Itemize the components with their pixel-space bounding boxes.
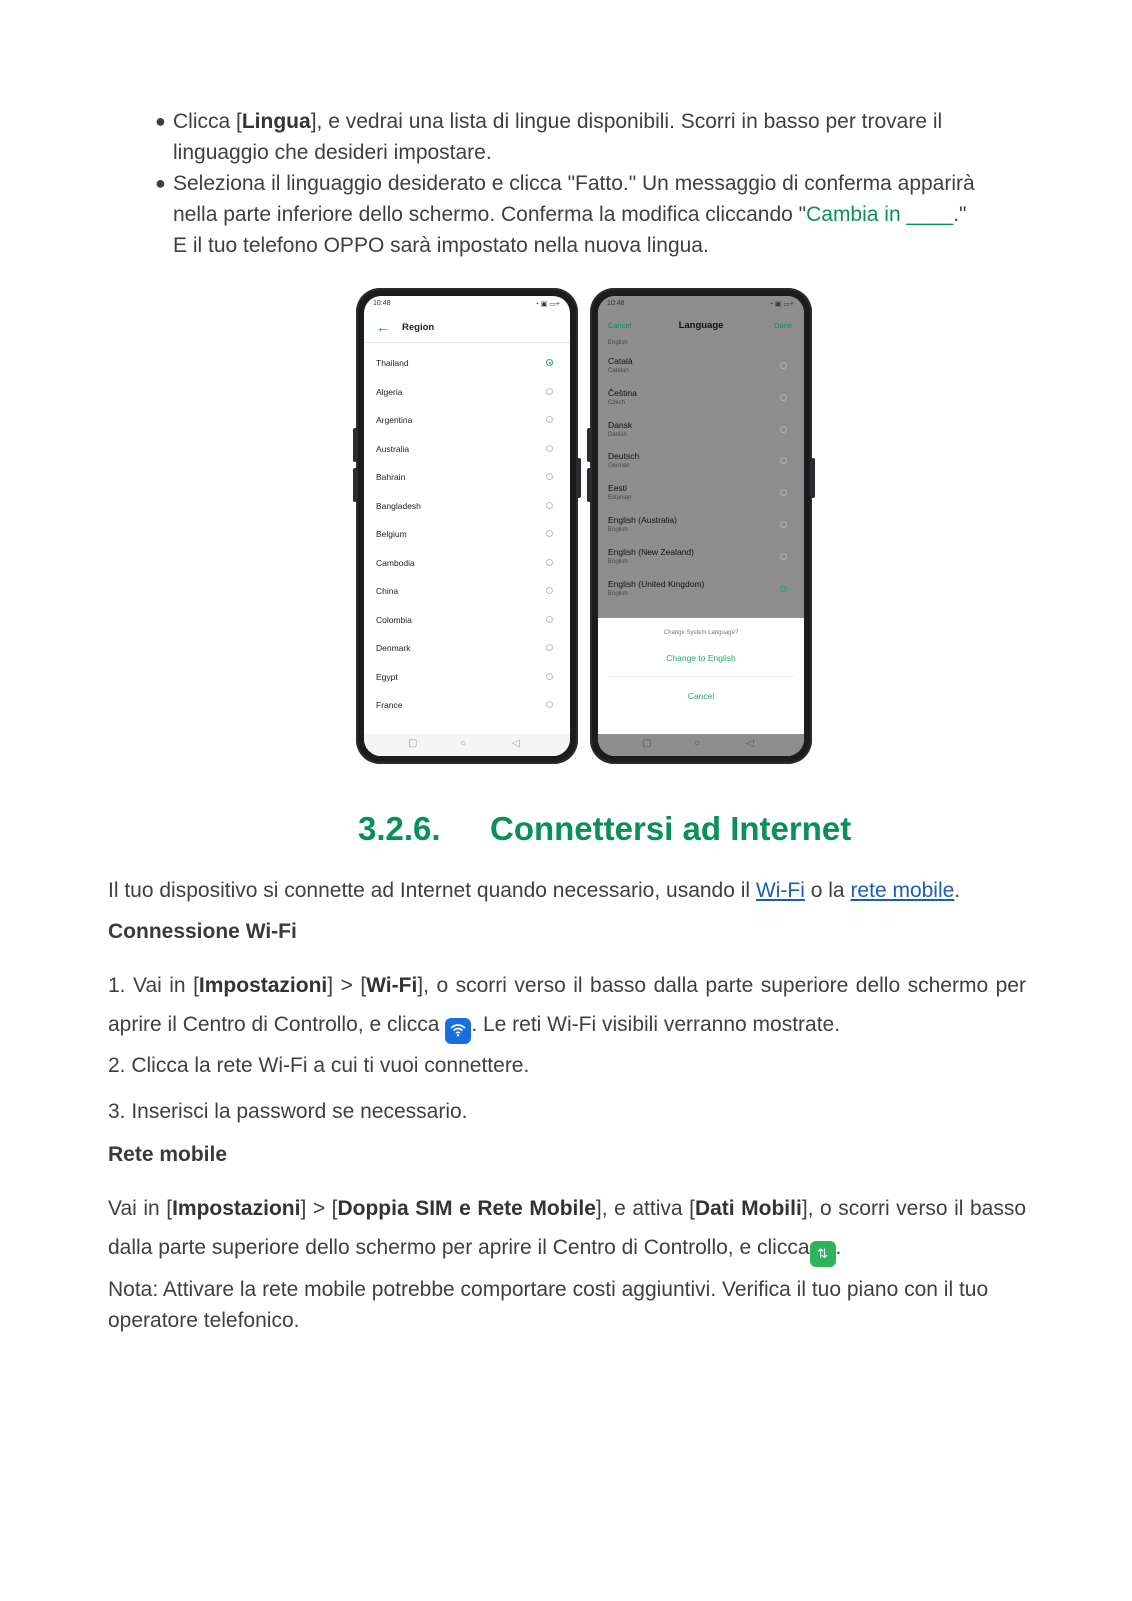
language-sub: Catalan <box>608 368 629 374</box>
language-sub: English <box>608 527 628 533</box>
sheet-question: Change System Language? <box>663 630 739 636</box>
language-title: Language <box>678 320 724 331</box>
region-label: China <box>376 586 399 596</box>
language-name: Dansk <box>608 419 633 430</box>
radio-button[interactable] <box>546 359 553 366</box>
change-to-english-button[interactable]: Change to English <box>666 653 736 663</box>
mobile-data-icon: ⇅ <box>810 1241 836 1267</box>
region-row[interactable] <box>364 379 570 407</box>
radio-button[interactable] <box>780 362 787 369</box>
wifi-heading: Connessione Wi-Fi <box>108 920 297 943</box>
region-label: Thailand <box>376 358 409 368</box>
region-row[interactable] <box>364 635 570 663</box>
intro-paragraph: Il tuo dispositivo si connette ad Internet quando necessario, usando il Wi-Fi o la rete mobile. <box>108 879 961 902</box>
region-label: Algeria <box>376 386 403 397</box>
radio-button[interactable] <box>546 701 553 708</box>
language-row[interactable] <box>598 418 804 450</box>
radio-button[interactable] <box>546 559 553 566</box>
bullet-dot: ● <box>155 111 166 131</box>
sheet-cancel-button[interactable]: Cancel <box>687 691 715 701</box>
radio-button[interactable] <box>546 530 553 537</box>
language-header <box>598 316 804 338</box>
language-sub: English <box>608 590 628 597</box>
radio-button[interactable] <box>780 521 787 528</box>
radio-button[interactable] <box>546 445 553 452</box>
region-label: Denmark <box>376 643 411 653</box>
region-label: France <box>376 700 403 710</box>
wifi-link[interactable]: Wi-Fi <box>755 879 805 902</box>
language-sub: Czech <box>608 399 626 406</box>
radio-button[interactable] <box>780 457 787 464</box>
region-label: Bahrain <box>376 472 406 482</box>
section-title: Connettersi ad Internet <box>490 810 852 847</box>
region-label: Bangladesh <box>376 500 421 511</box>
language-name: English (Australia) <box>608 515 677 525</box>
cancel-button[interactable]: Cancel <box>608 321 632 330</box>
language-screen <box>598 296 804 756</box>
home-icon[interactable]: ○ <box>460 738 467 749</box>
region-header <box>364 316 570 343</box>
mobile-heading: Rete mobile <box>108 1143 228 1166</box>
region-screen <box>364 296 570 756</box>
language-name: English (United Kingdom) <box>608 578 705 589</box>
region-row[interactable] <box>364 692 570 720</box>
region-label: Australia <box>376 443 410 454</box>
wifi-step-2: 2. Clicca la rete Wi-Fi a cui ti vuoi connettere. <box>108 1054 530 1077</box>
bullet-dot: ● <box>155 173 166 193</box>
phone-language-screenshot <box>590 288 812 764</box>
region-label: Egypt <box>376 671 398 682</box>
radio-button[interactable] <box>546 587 553 594</box>
radio-button[interactable] <box>546 416 553 423</box>
region-title: Region <box>402 322 435 333</box>
radio-button[interactable] <box>780 553 787 560</box>
region-row[interactable] <box>364 607 570 635</box>
recent-apps-icon[interactable]: ▢ <box>408 738 418 749</box>
radio-button[interactable] <box>780 394 787 401</box>
section-number: 3.2.6. <box>358 810 441 847</box>
radio-button[interactable] <box>780 489 787 496</box>
section-heading <box>0 810 1132 854</box>
region-row[interactable] <box>364 664 570 692</box>
wifi-step-3: 3. Inserisci la password se necessario. <box>108 1100 468 1123</box>
radio-button[interactable] <box>780 585 787 592</box>
region-row[interactable] <box>364 550 570 578</box>
region-row[interactable] <box>364 436 570 464</box>
region-row[interactable] <box>364 493 570 521</box>
radio-button[interactable] <box>546 616 553 623</box>
region-row[interactable] <box>364 521 570 549</box>
region-row[interactable] <box>364 464 570 492</box>
language-row[interactable] <box>598 386 804 418</box>
nav-bar <box>364 734 570 756</box>
dimmed-language-list <box>598 296 804 618</box>
radio-button[interactable] <box>546 388 553 395</box>
mobile-network-link[interactable]: rete mobile <box>850 879 955 902</box>
region-row[interactable] <box>364 350 570 378</box>
region-row[interactable] <box>364 578 570 606</box>
back-icon[interactable]: ◁ <box>746 738 754 749</box>
back-arrow-icon[interactable]: ← <box>376 319 390 335</box>
mobile-paragraph: Vai in [Impostazioni] > [Doppia SIM e Rete Mobile], e attiva [Dati Mobili], o scorri verso il basso dalla parte superiore dello schermo per aprire il Centro di Controllo, e clicca ⇅ . <box>108 1189 1026 1267</box>
language-sub: German <box>608 463 630 470</box>
region-label: Colombia <box>376 614 412 625</box>
phone-region-screenshot <box>356 288 578 764</box>
language-row[interactable] <box>598 449 804 481</box>
language-sub: Estonian <box>608 495 632 502</box>
language-row[interactable] <box>598 545 804 577</box>
language-name: Eesti <box>608 483 627 494</box>
radio-button[interactable] <box>546 644 553 651</box>
wifi-icon <box>445 1018 471 1044</box>
radio-button[interactable] <box>546 502 553 509</box>
mobile-note: Nota: Attivare la rete mobile potrebbe comportare costi aggiuntivi. Verifica il tuo piano con il tuo operatore telefonico. <box>108 1278 989 1332</box>
language-name: Deutsch <box>608 451 640 462</box>
region-label: Argentina <box>376 415 413 425</box>
language-name: Català <box>608 356 633 366</box>
back-icon[interactable]: ◁ <box>512 738 520 749</box>
nav-bar <box>598 734 804 756</box>
language-row[interactable] <box>598 513 804 545</box>
wifi-step-1: 1. Vai in [Impostazioni] > [Wi-Fi], o scorri verso il basso dalla parte superiore dello schermo per aprire il Centro di Controllo, e clicca . Le reti Wi-Fi visibili verranno mostrate. <box>108 966 1026 1044</box>
language-name: English (New Zealand) <box>608 546 694 557</box>
language-row[interactable] <box>598 354 804 386</box>
bullet-lingua: ● Clicca [Lingua], e vedrai una lista di lingue disponibili. Scorri in basso per trovare il linguaggio che desideri impostare. <box>155 106 985 168</box>
radio-button[interactable] <box>546 473 553 480</box>
status-bar: 10:48 ◔ ▣ ▭+ <box>607 300 794 308</box>
bullet-seleziona: ● Seleziona il linguaggio desiderato e clicca "Fatto." Un messaggio di conferma apparirà nella parte inferiore dello schermo. Conferma la modifica cliccando "Cambia in ____." E il tuo telefono OPPO sarà impostato nella nuova lingua. <box>155 168 985 261</box>
done-button[interactable]: Done <box>774 321 792 330</box>
recent-apps-icon[interactable]: ▢ <box>642 738 652 749</box>
change-language-sheet <box>598 618 804 734</box>
region-label: Cambodia <box>376 557 415 568</box>
region-label: Belgium <box>376 529 407 539</box>
language-sub: English <box>608 558 628 565</box>
region-row[interactable] <box>364 407 570 435</box>
radio-button[interactable] <box>546 673 553 680</box>
home-icon[interactable]: ○ <box>694 738 701 749</box>
language-row[interactable] <box>598 481 804 513</box>
status-bar: 10:48 ◔ ▣ ▭+ <box>373 300 560 308</box>
radio-button[interactable] <box>780 426 787 433</box>
language-name: Čeština <box>608 387 637 398</box>
language-row[interactable] <box>598 577 804 609</box>
language-sub: English <box>608 340 628 346</box>
language-sub: Danish <box>608 431 627 438</box>
